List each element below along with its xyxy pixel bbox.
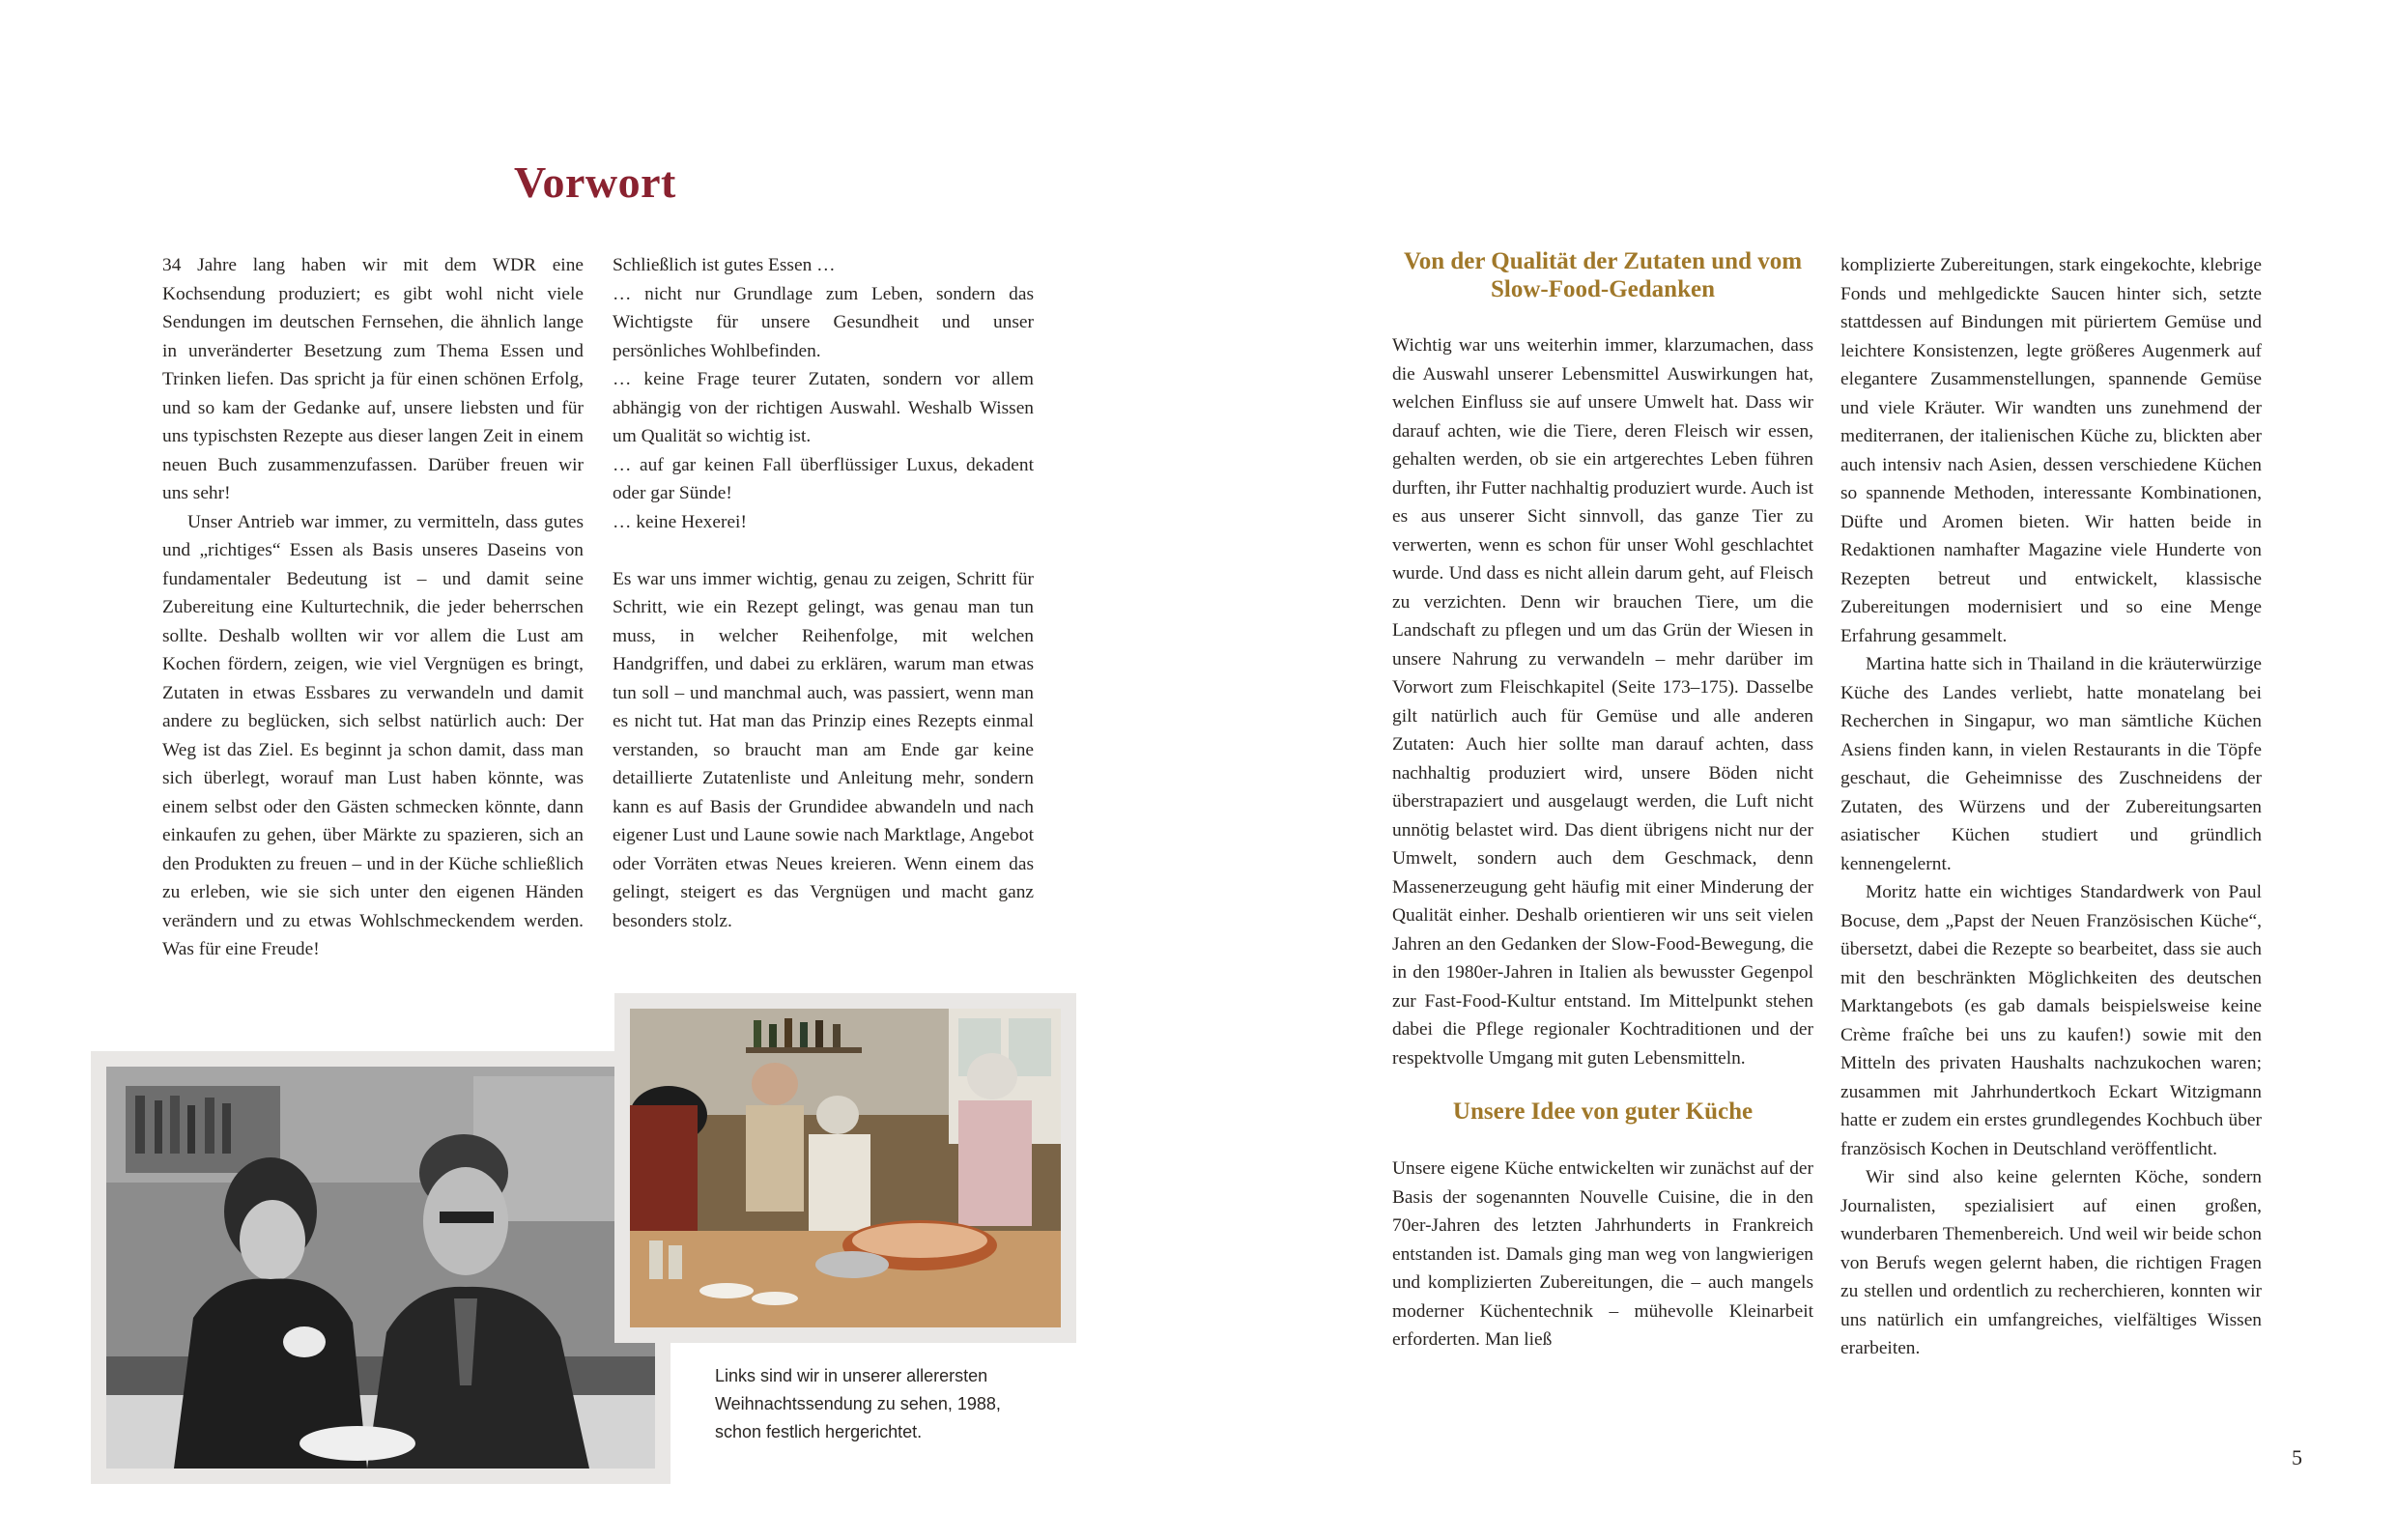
motivation-paragraph: Unser Antrieb war immer, zu vermitteln, dass gutes und „richtiges“ Essen als Basis unseres Daseins von fundamentaler Bedeutung ist – und damit seine Zubereitung eine Kulturtechnik, die jeder beherrschen sollte. Deshalb wollten wir vor allem die Lust am Kochen fördern, zeigen, wie viel Vergnügen es bringt, Zutaten in etwas Essbares zu verwandeln und damit andere zu beglücken, sich selbst natürlich auch: Der Weg ist das Ziel. Es beginnt ja schon damit, dass man sich überlegt, worauf man Lust haben könnte, was einem selbst oder den Gästen schmecken könnte, dann einkaufen zu gehen, über Märkte zu spazieren, sich an den Produkten zu freuen – und in der Küche schließlich zu erleben, wie sie sich unter den eigenen Händen verändern und zu etwas Wohlschmeckendem werden. Was für eine Freude! [162, 511, 584, 959]
list-intro-line: Schließlich ist gutes Essen … [613, 255, 836, 275]
list-item-magic: … keine Hexerei! [613, 511, 747, 532]
section-heading-kitchen-idea: Unsere Idee von guter Küche [1452, 1098, 1754, 1125]
martina-paragraph: Martina hatte sich in Thailand in die kräuterwürzige Küche des Landes verliebt, hatte monatelang bei Recherchen in Singapur, wo man sämtliche Küchen Asiens finden kann, in vielen Restaurants in die Töpfe geschaut, die Geheimnisse des Zuschneidens der Zutaten, des Würzens und der Zubereitungsarten asiatischer Küchen studiert und gründlich kennengelernt. [1840, 654, 2262, 874]
christmas-show-photo [91, 1051, 670, 1484]
moritz-paragraph: Moritz hatte ein wichtiges Standardwerk von Paul Bocuse, dem „Papst der Neuen Französischen Küche“, übersetzt, dabei die Rezepte so bearbeitet, dass sie auch mit den beschränkten Möglichkeiten des deutschen Marktangebots (es gab damals beispielsweise keine Crème fraîche bei uns zu kaufen!) sowie mit den Mitteln des privaten Haushalts nachzukochen waren; zusammen mit Jahrhundertkoch Eckart Witzigmann hatte er zudem ein erstes grundlegendes Kochbuch über französisch Kochen in Deutschland veröffentlicht. [1840, 882, 2262, 1159]
body-column-4 [1840, 251, 2262, 1363]
section-heading-quality: Von der Qualität der Zutaten und vom Slow-Food-Gedanken [1403, 248, 1803, 302]
photo-caption: Links sind wir in unserer allerersten Weihnachtssendung zu sehen, 1988, schon festlich hergerichtet. [715, 1366, 1001, 1441]
journalists-paragraph: Wir sind also keine gelernten Köche, sondern Journalisten, spezialisiert auf einen großen, wunderbaren Themenbereich. Und weil wir beide schon von Berufs wegen gelernt haben, die richtigen Fragen zu stellen und ordentlich zu recherchieren, konnten wir uns natürlich ein umfangreiches, vielfältiges Wissen erarbeiten. [1840, 1167, 2262, 1358]
quality-paragraph: Wichtig war uns weiterhin immer, klarzumachen, dass die Auswahl unserer Lebensmittel Auswirkungen hat, welchen Einfluss sie auf unsere Umwelt hat. Dass wir darauf achten, wie die Tiere, deren Fleisch wir essen, gehalten werden, ob sie ein artgerechtes Leben führen durften, ihr Futter nachhaltig produziert wurde. Auch ist es aus unserer Sicht sinnvoll, das ganze Tier zu verwerten, wenn es schon für unser Wohl geschlachtet wurde. Und dass es nicht allein darum geht, auf Fleisch zu verzichten. Denn wir brauchen Tiere, um die Landschaft zu pflegen und um das Grün der Wiesen in unsere Nahrung zu verwandeln – mehr darüber im Vorwort zum Fleischkapitel (Seite 173–175). Dasselbe gilt natürlich auch für Gemüse und alle anderen Zutaten: Auch hier sollte man darauf achten, dass nachhaltig produziert wird, unsere Böden nicht überstrapaziert und ausgelaugt werden, die Luft nicht unnötig belastet wird. Das dient übrigens nicht nur der Umwelt, sondern auch dem Geschmack, denn Massenerzeugung geht häufig mit einer Minderung der Qualität einher. Deshalb orientieren wir uns seit vielen Jahren an den Gedanken der Slow-Food-Bewegung, die in den 1980er-Jahren in Italien als bewusster Gegenpol zur Fast-Food-Kultur entstand. Im Mittelpunkt stehen dabei die Pflege regionaler Kochtraditionen und der respektvolle Umgang mit guten Lebensmitteln. [1392, 335, 1813, 1069]
body-column-2 [613, 251, 1034, 935]
intro-paragraph: 34 Jahre lang haben wir mit dem WDR eine Kochsendung produziert; es gibt wohl nicht viele Sendungen im deutschen Fernsehen, die ähnlich lange in unveränderter Besetzung zum Thema Essen und Trinken liefen. Das spricht ja für einen schönen Erfolg, und so kam der Gedanke auf, unsere liebsten und für uns typischsten Rezepte aus dieser langen Zeit in einem neuen Buch zusammenzufassen. Darüber freuen wir uns sehr! [162, 255, 584, 503]
christmas-show-image [106, 1067, 655, 1469]
page-title: Vorwort [514, 157, 676, 207]
body-column-3 [1392, 247, 1813, 1355]
page-number: 5 [2292, 1445, 2302, 1469]
cooking-scene-image [630, 1009, 1061, 1327]
body-column-1 [162, 251, 584, 964]
kitchen-idea-paragraph: Unsere eigene Küche entwickelten wir zunächst auf der Basis der sogenannten Nouvelle Cuisine, die in den 70er-Jahren des letzten Jahrhunderts in Frankreich entstanden ist. Damals ging man weg von langwierigen und komplizierten Zubereitungen, die – auch mangels moderner Küchentechnik – mühevolle Kleinarbeit erforderten. Man ließ [1392, 1158, 1813, 1350]
cooking-scene-photo [614, 993, 1076, 1343]
nouvelle-cuisine-paragraph: komplizierte Zubereitungen, stark eingekochte, klebrige Fonds und mehlgedickte Saucen hinter sich, setzte stattdessen auf Bindungen mit püriertem Gemüse und leichtere Konsistenzen, legte größeres Augenmerk auf elegantere Zusammenstellungen, spannende Gemüse und viele Kräuter. Wir wandten uns zunehmend der mediterranen, der italienischen Küche zu, blickten aber auch intensiv nach Asien, dessen verschiedene Küchen so spannende Methoden, interessante Kombinationen, Düfte und Aromen bieten. Wir hatten beide in Redaktionen namhafter Magazine viele Hunderte von Rezepten betreut und entwickelt, klassische Zubereitungen modernisiert und so eine Menge Erfahrung gesammelt. [1840, 255, 2262, 646]
list-item-luxury: … auf gar keinen Fall überflüssiger Luxus, dekadent oder gar Sünde! [613, 454, 1034, 503]
method-paragraph: Es war uns immer wichtig, genau zu zeigen, Schritt für Schritt, wie ein Rezept gelingt, was genau man tun muss, in welcher Reihenfolge, mit welchen Handgriffen, und dabei zu erklären, warum man etwas tun soll – und manchmal auch, was passiert, wenn man es nicht tut. Hat man das Prinzip eines Rezepts einmal verstanden, so braucht man am Ende gar keine detaillierte Zutatenliste und Anleitung mehr, sondern kann es auf Basis der Grundidee abwandeln und nach eigener Lust und Laune sowie nach Marktlage, Angebot oder Vorräten etwas Neues kreieren. Wenn einem das gelingt, steigert es das Vergnügen und macht ganz besonders stolz. [613, 568, 1034, 931]
list-item-ingredients: … keine Frage teurer Zutaten, sondern vor allem abhängig von der richtigen Auswahl. Weshalb Wissen um Qualität so wichtig ist. [613, 369, 1034, 446]
list-item-health: … nicht nur Grundlage zum Leben, sondern das Wichtigste für unsere Gesundheit und unser persönliches Wohlbefinden. [613, 283, 1034, 361]
